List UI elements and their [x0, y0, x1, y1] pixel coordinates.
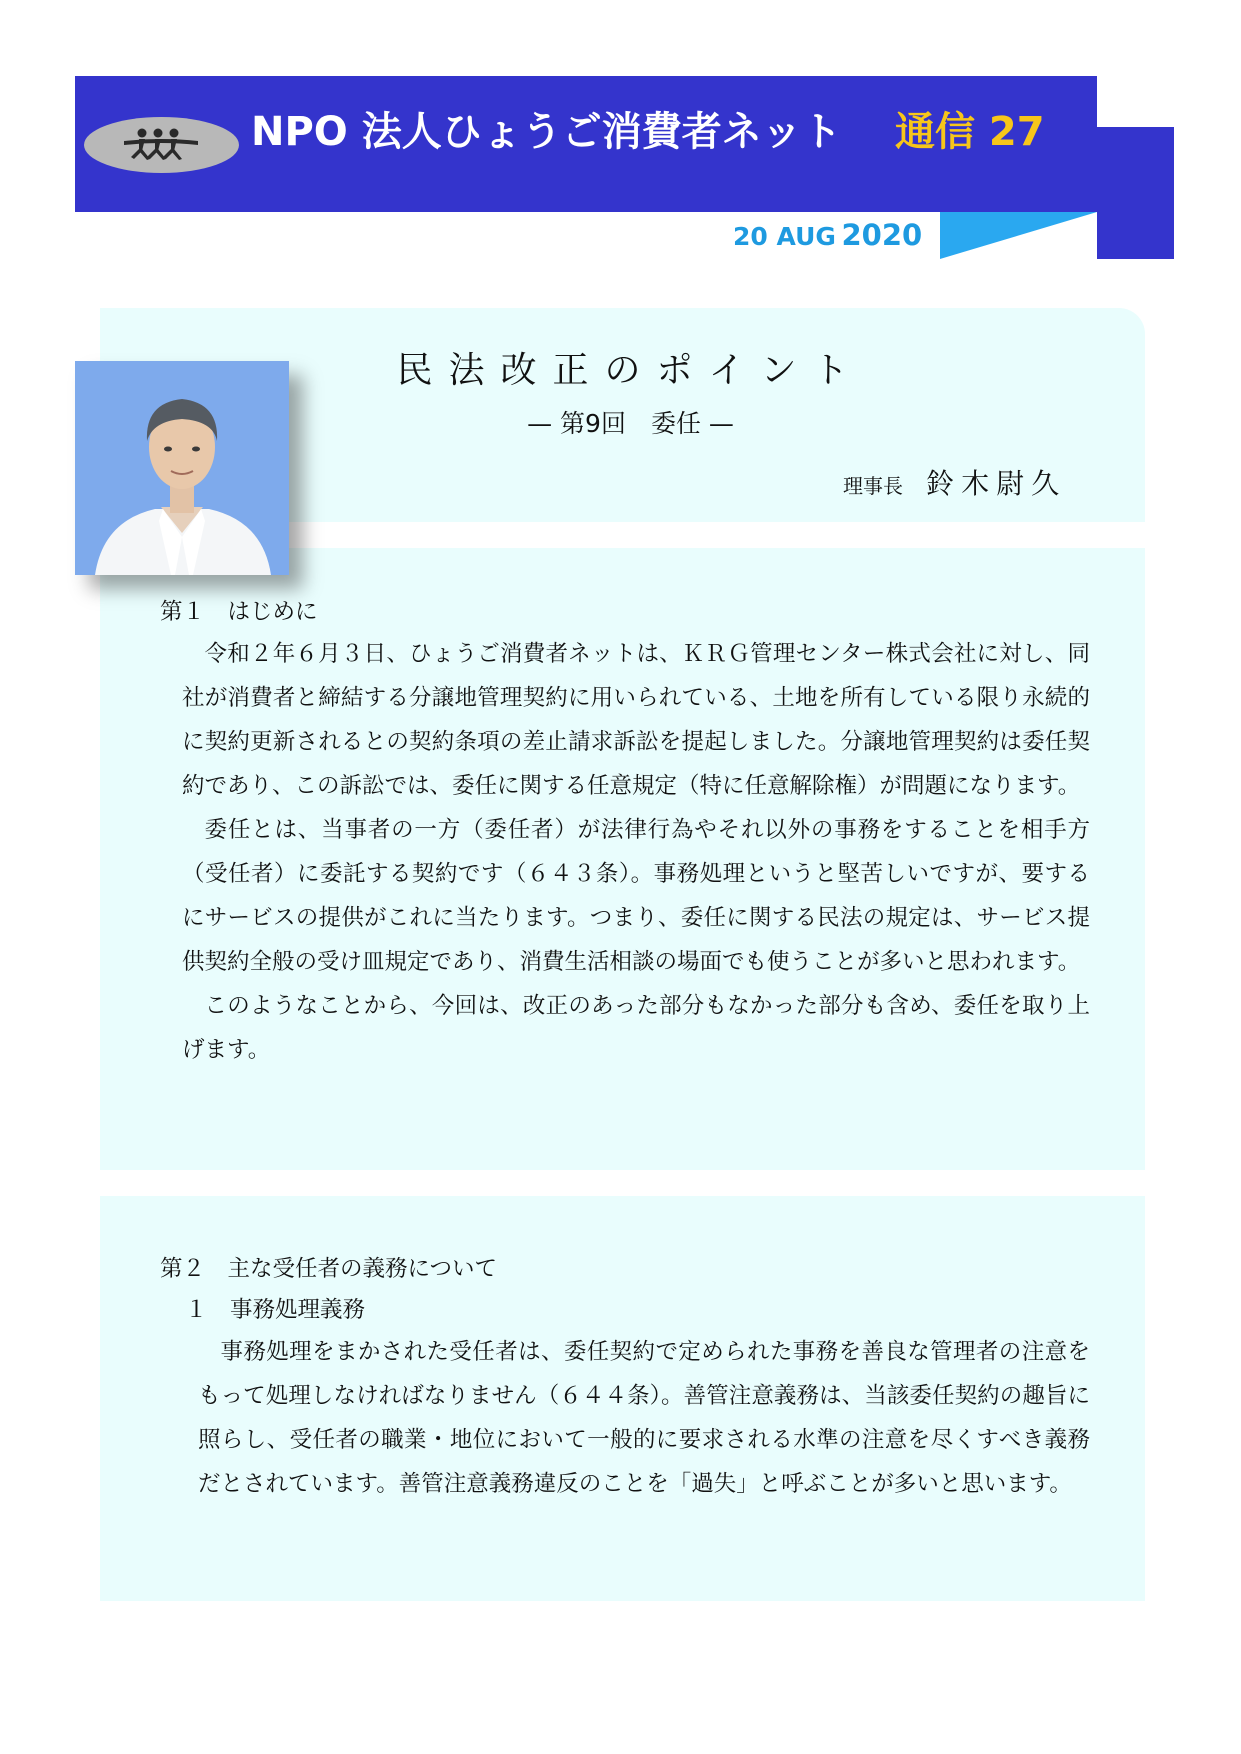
newsletter-title: NPO 法人ひょうご消費者ネット: [251, 109, 842, 155]
section1-heading: 第１ はじめに: [160, 599, 318, 625]
section2-subheading: １ 事務処理義務: [185, 1297, 366, 1323]
issue-number: 通信 27: [895, 109, 1045, 155]
date-wedge: [940, 212, 1097, 259]
section1-paragraph: このようなことから、今回は、改正のあった部分もなかった部分も含め、委任を取り上げます。: [182, 993, 1090, 1063]
author-name: 鈴木尉久: [926, 467, 1067, 500]
author-role: 理事長: [843, 474, 903, 498]
section2-body: [198, 1330, 1090, 1506]
section1-paragraph: 令和２年６月３日、ひょうご消費者ネットは、ＫＲＧ管理センター株式会社に対し、同社が消費者と締結する分譲地管理契約に用いられている、土地を所有している限り永続的に契約更新されるとの契約条項の差止請求訴訟を提起しました。分譲地管理契約は委任契約であり、この訴訟では、委任に関する任意規定（特に任意解除権）が問題になります。: [182, 641, 1090, 799]
section2-heading: 第２ 主な受任者の義務について: [160, 1256, 498, 1282]
author-line: [843, 462, 1066, 502]
people-logo-icon: [84, 117, 239, 173]
article-title: 民法改正のポイント: [396, 350, 865, 391]
article-subtitle: — 第9回 委任 —: [527, 409, 734, 438]
issue-date: [733, 218, 922, 252]
section1-body: [182, 632, 1090, 1072]
issue-date-year: 2020: [841, 218, 923, 252]
issue-date-daymonth: 20 AUG: [733, 222, 836, 251]
author-portrait: [75, 361, 289, 575]
section1-paragraph: 委任とは、当事者の一方（委任者）が法律行為やそれ以外の事務をすることを相手方（受任者）に委託する契約です（６４３条）。事務処理というと堅苦しいですが、要するにサービスの提供がこれに当たります。つまり、委任に関する民法の規定は、サービス提供契約全般の受け皿規定であり、消費生活相談の場面でも使うことが多いと思われます。: [182, 817, 1090, 975]
banner-tab: [1097, 127, 1174, 259]
section2-paragraph: 事務処理をまかされた受任者は、委任契約で定められた事務を善良な管理者の注意をもって処理しなければなりません（６４４条）。善管注意義務は、当該委任契約の趣旨に照らし、受任者の職業・地位において一般的に要求される水準の注意を尽くすべき義務だとされています。善管注意義務違反のことを「過失」と呼ぶことが多いと思います。: [198, 1339, 1090, 1497]
